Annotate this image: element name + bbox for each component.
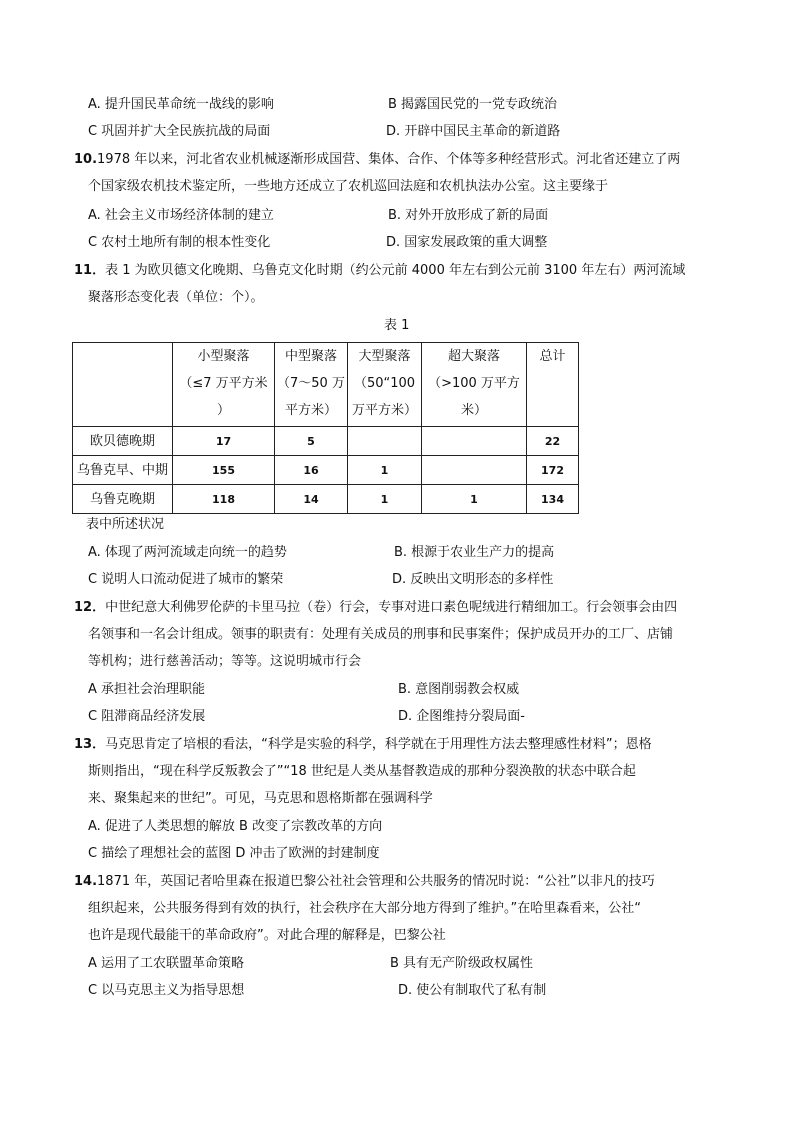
q12-option-d: D. 企图维持分裂局面-	[398, 709, 525, 724]
cell-total: 134	[527, 485, 579, 514]
q9-option-d: D. 开辟中国民主革命的新道路	[386, 124, 561, 139]
q11-number: 11．	[74, 263, 106, 278]
table-row	[73, 485, 579, 514]
q12-option-a: A 承担社会治理职能	[88, 682, 206, 697]
q14-option-a: A 运用了工农联盟革命策略	[88, 956, 245, 971]
q14-option-b: B 具有无产阶级政权属性	[390, 956, 534, 971]
table-caption: 表 1	[384, 318, 410, 333]
cell-medium: 5	[275, 427, 348, 456]
table-header-row	[73, 343, 579, 427]
q14-stem-text1: 1871 年，英国记者哈里森在报道巴黎公社社会管理和公共服务的情况时说：“公社”以非凡的技巧	[97, 874, 655, 889]
q9-option-c: C 巩固并扩大全民族抗战的局面	[88, 124, 271, 139]
table-header-large: 大型聚落 （50“100 万平方米）	[348, 343, 422, 427]
table-row	[73, 427, 579, 456]
q11-option-b: B. 根源于农业生产力的提高	[394, 545, 555, 560]
q10-option-d: D. 国家发展政策的重大调整	[386, 235, 548, 250]
q11-option-d: D. 反映出文明形态的多样性	[392, 572, 554, 587]
q10-option-c: C 农村土地所有制的根本性变化	[88, 235, 271, 250]
table-header-blank	[73, 343, 173, 427]
q10-stem-text1: 1978 年以来，河北省农业机械逐渐形成国营、集体、合作、个体等多种经营形式。河北省还建立了两	[97, 152, 681, 167]
q12-stem-line1	[74, 599, 677, 617]
q13-options-cd: C 描绘了理想社会的蓝图 D 冲击了欧洲的封建制度	[88, 846, 380, 861]
q13-stem-line1	[74, 736, 652, 754]
q10-option-a: A. 社会主义市场经济体制的建立	[88, 208, 274, 223]
q14-stem-line1	[74, 873, 655, 891]
cell-large: 1	[348, 485, 422, 514]
q13-options-ab: A. 促进了人类思想的解放 B 改变了宗教改革的方向	[88, 819, 383, 834]
cell-medium: 14	[275, 485, 348, 514]
cell-large	[348, 427, 422, 456]
cell-extra-large	[422, 456, 527, 485]
q11-option-a: A. 体现了两河流域走向统一的趋势	[88, 545, 287, 560]
cell-small: 155	[173, 456, 275, 485]
cell-small: 118	[173, 485, 275, 514]
row-label: 乌鲁克晚期	[73, 485, 173, 514]
table-header-small: 小型聚落 （≤7 万平方米 ）	[173, 343, 275, 427]
table-header-extra-large: 超大聚落 （>100 万平方 米）	[422, 343, 527, 427]
q10-number: 10.	[74, 152, 98, 167]
q10-stem-line2: 个国家级农机技术鉴定所，一些地方还成立了农机巡回法庭和农机执法办公室。这主要缘于	[88, 179, 609, 194]
q11-stem-line1	[74, 262, 685, 280]
q11-stem-after-table: 表中所述状况	[86, 517, 165, 532]
cell-extra-large: 1	[422, 485, 527, 514]
q10-stem-line1	[74, 151, 680, 169]
q14-option-c: C 以马克思主义为指导思想	[88, 983, 245, 998]
q11-option-c: C 说明人口流动促进了城市的繁荣	[88, 572, 284, 587]
cell-total: 22	[527, 427, 579, 456]
q10-option-b: B. 对外开放形成了新的局面	[388, 208, 549, 223]
q11-stem-text1: 表 1 为欧贝德文化晚期、乌鲁克文化时期（约公元前 4000 年左右到公元前 3100 年左右）两河流域	[105, 263, 686, 278]
q14-stem-line3: 也许是现代最能干的革命政府”。对此合理的解释是，巴黎公社	[88, 928, 446, 943]
cell-small: 17	[173, 427, 275, 456]
q12-stem-line2: 名领事和一名会计组成。领事的职责有：处理有关成员的刑事和民事案件；保护成员开办的工厂、店铺	[88, 627, 674, 642]
cell-medium: 16	[275, 456, 348, 485]
row-label: 乌鲁克早、中期	[73, 456, 173, 485]
q14-number: 14.	[74, 874, 98, 889]
table-header-total: 总计	[527, 343, 579, 427]
q9-option-b: B 揭露国民党的一党专政统治	[388, 97, 558, 112]
cell-total: 172	[527, 456, 579, 485]
q13-stem-line3: 来、聚集起来的世纪”。可见，马克思和恩格斯都在强调科学	[88, 791, 433, 806]
q14-option-d: D. 使公有制取代了私有制	[398, 983, 547, 998]
q12-option-c: C 阻滞商品经济发展	[88, 709, 206, 724]
q12-stem-text1: 中世纪意大利佛罗伦萨的卡里马拉（卷）行会，专事对进口素色呢绒进行精细加工。行会领事会由四	[105, 600, 678, 615]
q9-option-a: A. 提升国民革命统一战线的影响	[88, 97, 274, 112]
cell-large: 1	[348, 456, 422, 485]
q13-stem-text1: 马克思肯定了培根的看法，“科学是实验的科学，科学就在于用理性方法去整理感性材料”；恩格	[105, 737, 652, 752]
settlement-table	[72, 342, 579, 514]
q11-stem-line2: 聚落形态变化表（单位：个）。	[88, 290, 264, 305]
q14-stem-line2: 组织起来，公共服务得到有效的执行，社会秩序在大部分地方得到了维护。”在哈里森看来，公社“	[88, 901, 641, 916]
q12-stem-line3: 等机构；进行慈善活动；等等。这说明城市行会	[88, 654, 362, 669]
row-label: 欧贝德晚期	[73, 427, 173, 456]
cell-extra-large	[422, 427, 527, 456]
table-row	[73, 456, 579, 485]
q13-stem-line2: 斯则指出，“现在科学反叛教会了”“18 世纪是人类从基督教造成的那种分裂涣散的状态中联合起	[88, 764, 636, 779]
q12-number: 12．	[74, 600, 106, 615]
q12-option-b: B. 意图削弱教会权威	[398, 682, 520, 697]
q13-number: 13．	[74, 737, 106, 752]
table-header-medium: 中型聚落 （7～50 万 平方米）	[275, 343, 348, 427]
